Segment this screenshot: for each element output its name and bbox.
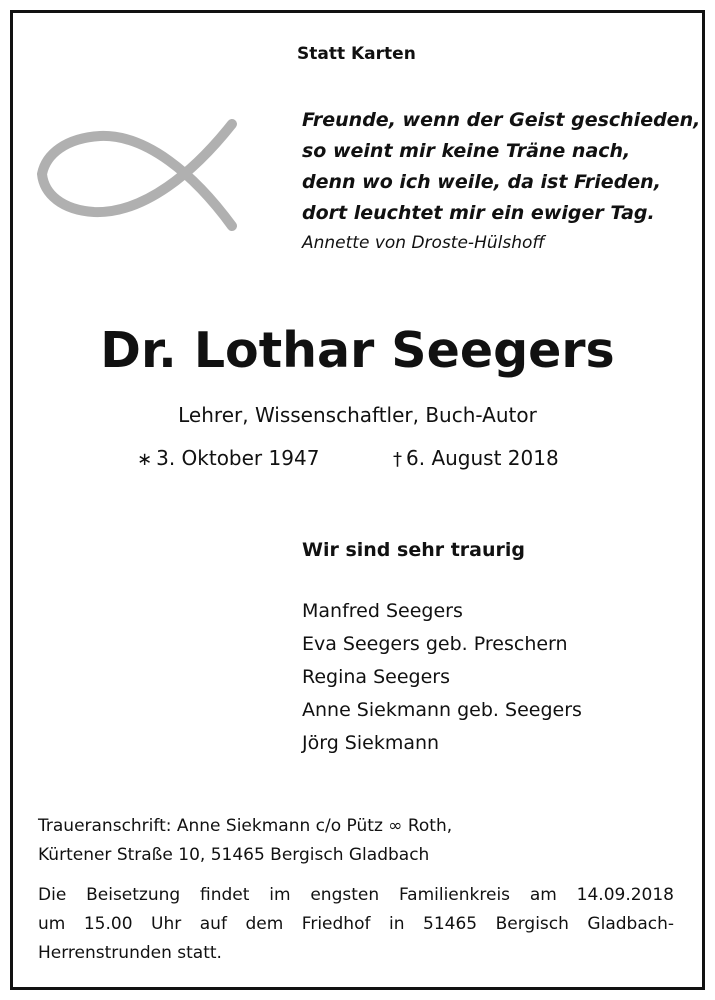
header-statt-karten: Statt Karten bbox=[297, 44, 416, 64]
death-date: 6. August 2018 bbox=[406, 446, 559, 470]
death-date-line bbox=[393, 446, 559, 470]
poem-line: denn wo ich weile, da ist Frieden, bbox=[302, 171, 661, 193]
address-line: Kürtener Straße 10, 51465 Bergisch Gladbach bbox=[38, 845, 430, 865]
mourner-name: Manfred Seegers bbox=[302, 600, 463, 622]
deceased-profession: Lehrer, Wissenschaftler, Buch-Autor bbox=[178, 403, 537, 427]
birth-date-line bbox=[137, 446, 319, 470]
burial-notice bbox=[38, 881, 674, 968]
deceased-name: Dr. Lothar Seegers bbox=[100, 322, 615, 379]
burial-line: um 15.00 Uhr auf dem Friedhof in 51465 Bergisch Gladbach- bbox=[38, 914, 674, 934]
death-cross-icon: † bbox=[393, 449, 402, 470]
poem bbox=[302, 105, 701, 229]
mourners-list bbox=[302, 595, 582, 760]
ichthys-fish-icon bbox=[34, 112, 246, 236]
address-line: Traueranschrift: Anne Siekmann c/o Pütz ∞ Roth, bbox=[38, 816, 453, 836]
poem-line: so weint mir keine Träne nach, bbox=[302, 140, 631, 162]
mourning-address bbox=[38, 812, 452, 870]
poem-line: dort leuchtet mir ein ewiger Tag. bbox=[302, 202, 655, 224]
mourner-name: Jörg Siekmann bbox=[302, 732, 440, 754]
mourner-name: Eva Seegers geb. Preschern bbox=[302, 633, 568, 655]
mourner-name: Regina Seegers bbox=[302, 666, 451, 688]
birth-star-icon: ∗ bbox=[137, 449, 153, 470]
mourners-heading: Wir sind sehr traurig bbox=[302, 539, 526, 561]
poem-author: Annette von Droste-Hülshoff bbox=[302, 233, 545, 253]
mourner-name: Anne Siekmann geb. Seegers bbox=[302, 699, 582, 721]
poem-line: Freunde, wenn der Geist geschieden, bbox=[302, 109, 701, 131]
burial-line: Die Beisetzung findet im engsten Familienkreis am 14.09.2018 bbox=[38, 885, 674, 905]
burial-line: Herrenstrunden statt. bbox=[38, 943, 222, 963]
birth-date: 3. Oktober 1947 bbox=[156, 446, 320, 470]
